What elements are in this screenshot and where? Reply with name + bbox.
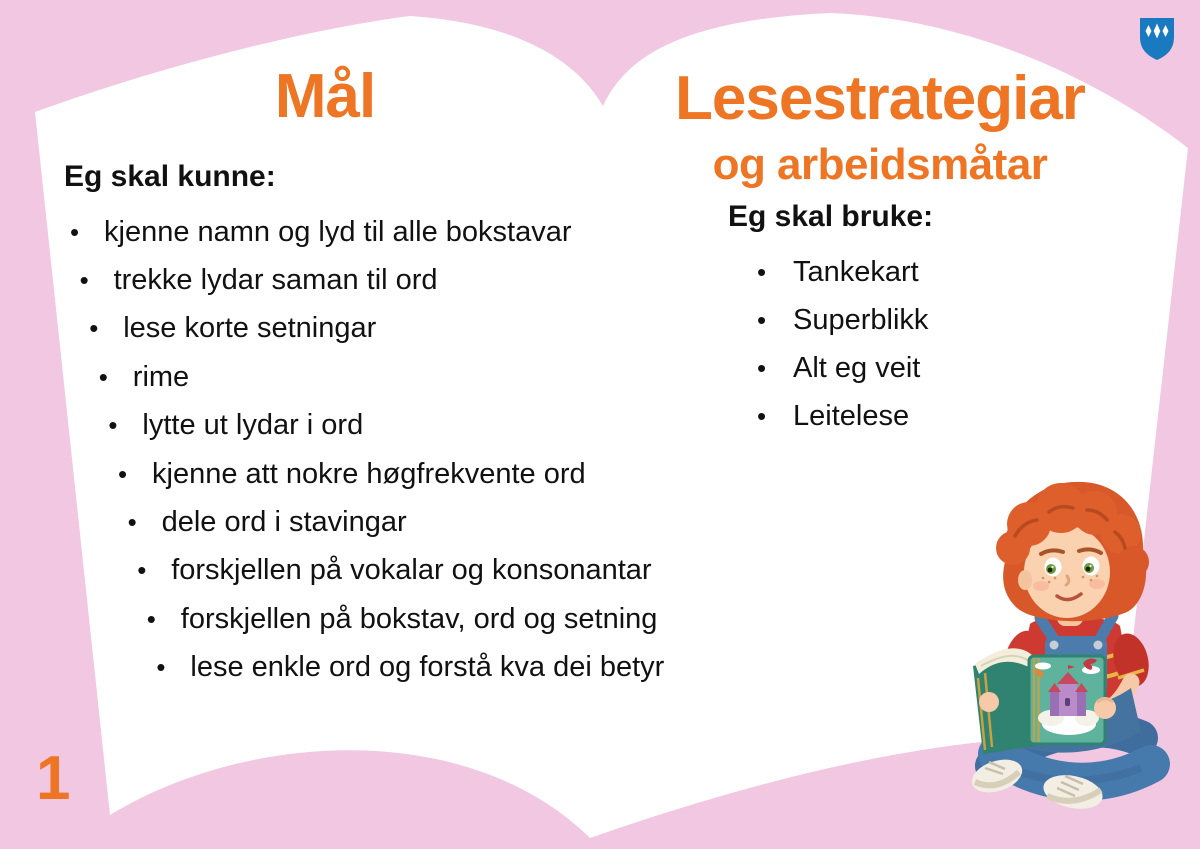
bullet-icon: • xyxy=(70,216,80,247)
right-page-subtitle: og arbeidsmåtar xyxy=(712,140,1048,189)
list-item-text: kjenne namn og lyd til alle bokstavar xyxy=(104,215,572,248)
list-item-text: kjenne att nokre høgfrekvente ord xyxy=(152,457,586,490)
list-item xyxy=(74,256,665,304)
list-item xyxy=(141,595,665,643)
bullet-icon: • xyxy=(79,265,89,296)
list-item-text: forskjellen på vokalar og konsonantar xyxy=(171,554,652,587)
list-item-text: lytte ut lydar i ord xyxy=(142,409,364,442)
list-item xyxy=(122,498,665,546)
bullet-icon: • xyxy=(156,652,166,683)
right-page-intro: Eg skal bruke: xyxy=(728,200,934,233)
list-item xyxy=(150,644,664,692)
list-item-text: lese enkle ord og forstå kva dei betyr xyxy=(190,651,665,684)
list-item-text: Superblikk xyxy=(793,303,929,336)
municipality-coat-of-arms-icon xyxy=(1139,17,1175,61)
list-item-text: forskjellen på bokstav, ord og setning xyxy=(180,602,658,635)
bullet-icon: • xyxy=(89,313,99,344)
list-item xyxy=(83,305,664,353)
list-item-text: Tankekart xyxy=(793,255,919,288)
bullet-icon: • xyxy=(757,400,767,431)
list-item-text: lese korte setningar xyxy=(123,312,377,345)
list-item xyxy=(93,353,665,401)
list-item xyxy=(752,392,928,440)
list-item xyxy=(131,547,664,595)
list-item xyxy=(102,402,664,450)
list-item xyxy=(752,344,928,392)
list-item xyxy=(752,296,928,344)
bullet-icon: • xyxy=(108,410,118,441)
bullet-icon: • xyxy=(146,603,156,634)
page-number: 1 xyxy=(36,744,71,813)
bullet-icon: • xyxy=(757,256,767,287)
strategies-list xyxy=(752,248,928,440)
list-item-text: rime xyxy=(132,360,190,393)
list-item-text: dele ord i stavingar xyxy=(161,506,407,539)
bullet-icon: • xyxy=(118,458,128,489)
list-item-text: Alt eg veit xyxy=(793,351,921,384)
left-page-intro: Eg skal kunne: xyxy=(64,160,276,193)
goals-list xyxy=(64,208,664,692)
boy-reading-book-illustration xyxy=(945,466,1193,844)
list-item xyxy=(752,248,928,296)
bullet-icon: • xyxy=(127,507,137,538)
bullet-icon: • xyxy=(757,304,767,335)
list-item-text: Leitelese xyxy=(793,399,910,432)
list-item-text: trekke lydar saman til ord xyxy=(113,264,438,297)
right-page-title: Lesestrategiar xyxy=(675,64,1085,133)
bullet-icon: • xyxy=(757,352,767,383)
list-item xyxy=(112,450,664,498)
bullet-icon: • xyxy=(98,361,108,392)
bullet-icon: • xyxy=(137,555,147,586)
left-page-title: Mål xyxy=(274,62,376,131)
list-item xyxy=(64,208,664,256)
